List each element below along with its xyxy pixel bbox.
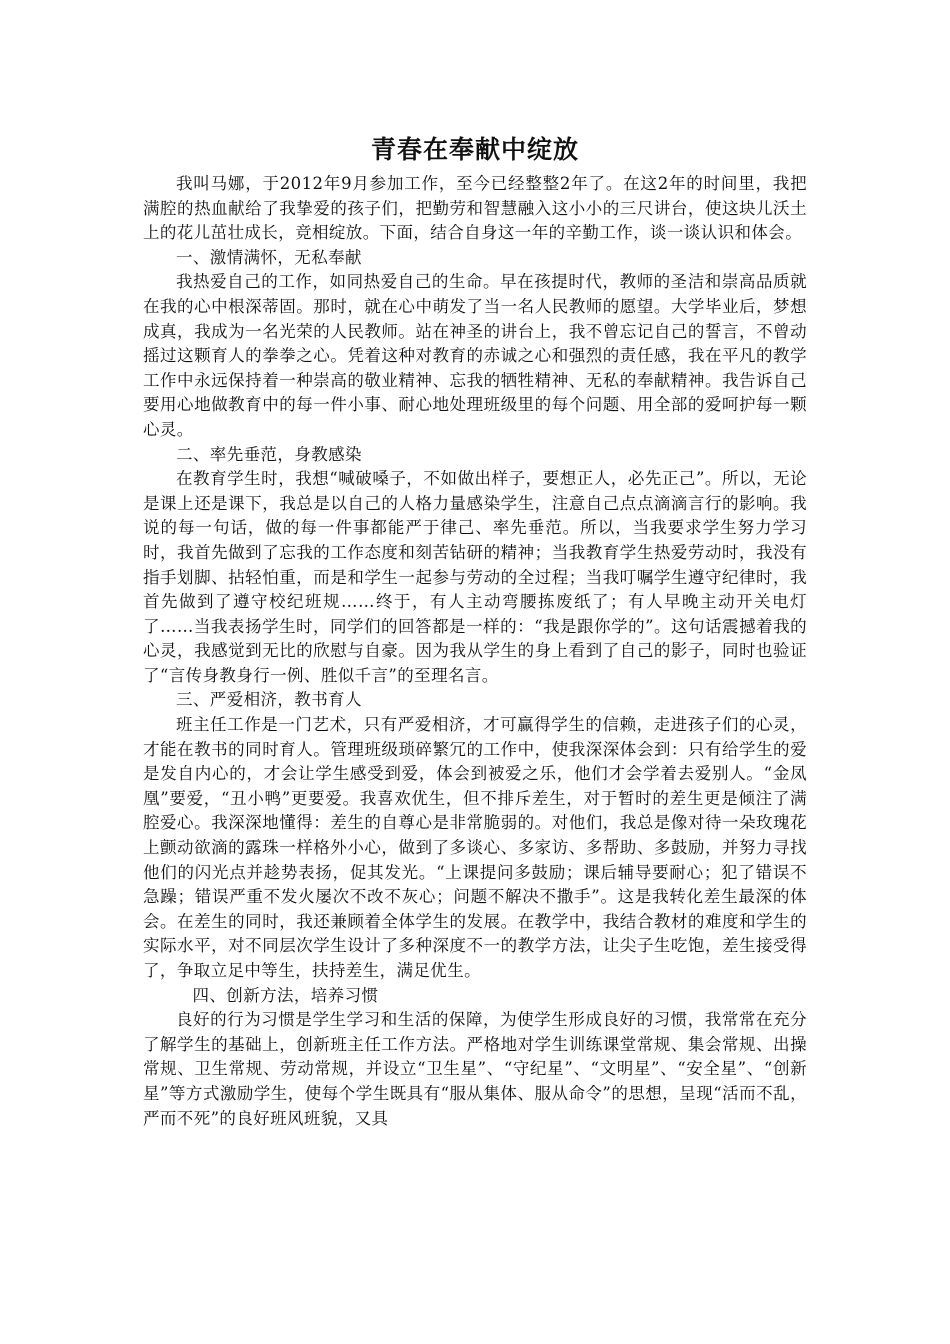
document-title: 青春在奉献中绽放 <box>370 135 579 164</box>
section-body-3: 班主任工作是一门艺术，只有严爱相济，才可赢得学生的信赖，走进孩子们的心灵，才能在教书的同时育人。管理班级琐碎繁冗的工作中，使我深深体会到：只有给学生的爱是发自内心的，才会让学生感受到爱，体会到被爱之乐，他们才会学着去爱别人。“金凤凰”要爱，“丑小鸭”更要爱。我喜欢优生，但不排斥差生，对于暂时的差生更是倾注了满腔爱心。我深深地懂得：差生的自尊心是非常脆弱的。对他们，我总是像对待一朵玫瑰花上颤动欲滴的露珠一样格外小心，做到了多谈心、多家访、多帮助、多鼓励，并努力寻找他们的闪光点并趁势表扬，促其发光。“上课提问多鼓励；课后辅导要耐心；犯了错误不急躁；错误严重不发火屡次不改不灰心；问题不解决不撒手”。这是我转化差生最深的体会。在差生的同时，我还兼顾着全体学生的发展。在教学中，我结合教材的难度和学生的实际水平，对不同层次学生设计了多种深度不一的教学方法，让尖子生吃饱，差生接受得了，争取立足中等生，扶持差生，满足优生。 <box>143 715 807 980</box>
section-heading-1: 一、激情满怀，无私奉献 <box>176 247 362 267</box>
section-heading-3: 三、严爱相济，教书育人 <box>176 690 362 710</box>
intro-paragraph: 我叫马娜，于2012年9月参加工作，至今已经整整2年了。在这2年的时间里，我把满腔的热血献给了我挚爱的孩子们，把勤劳和智慧融入这小小的三尺讲台，使这块儿沃土上的花儿茁壮成长，竞相绽放。下面，结合自身这一年的辛勤工作，谈一谈认识和体会。 <box>143 174 807 243</box>
section-body-4: 良好的行为习惯是学生学习和生活的保障，为使学生形成良好的习惯，我常常在充分了解学生的基础上，创新班主任工作方法。严格地对学生训练课堂常规、集会常规、出操常规、卫生常规、劳动常规，并设立“卫生星”、“守纪星”、“文明星”、“安全星”、“创新星”等方式激励学生，使每个学生既具有“服从集体、服从命令”的思想，呈现“活而不乱，严而不死”的良好班风班貌，又具 <box>143 1010 807 1128</box>
section-heading-2: 二、率先垂范，身教感染 <box>176 444 362 464</box>
section-heading-4: 四、创新方法，培养习惯 <box>192 985 379 1005</box>
document-body <box>143 132 807 1131</box>
section-body-1: 我热爱自己的工作，如同热爱自己的生命。早在孩提时代，教师的圣洁和崇高品质就在我的心中根深蒂固。那时，就在心中萌发了当一名人民教师的愿望。大学毕业后，梦想成真，我成为一名光荣的人民教师。站在神圣的讲台上，我不曾忘记自己的誓言，不曾动摇过这颗育人的拳拳之心。凭着这种对教育的赤诚之心和强烈的责任感，我在平凡的教学工作中永远保持着一种崇高的敬业精神、忘我的牺牲精神、无私的奉献精神。我告诉自己要用心地做教育中的每一件小事、耐心地处理班级里的每个问题、用全部的爱呵护每一颗心灵。 <box>143 272 807 439</box>
section-body-2: 在教育学生时，我想“喊破嗓子，不如做出样子，要想正人，必先正己”。所以，无论是课上还是课下，我总是以自己的人格力量感染学生，注意自己点点滴滴言行的影响。我说的每一句话，做的每一件事都能严于律己、率先垂范。所以，当我要求学生努力学习时，我首先做到了忘我的工作态度和刻苦钻研的精神；当我教育学生热爱劳动时，我没有指手划脚、拈轻怕重，而是和学生一起参与劳动的全过程；当我叮嘱学生遵守纪律时，我首先做到了遵守校纪班规……终于，有人主动弯腰拣废纸了；有人早晚主动开关电灯了……当我表扬学生时，同学们的回答都是一样的：“我是跟你学的”。这句话震撼着我的心灵，我感觉到无比的欣慰与自豪。因为我从学生的身上看到了自己的影子，同时也验证了“言传身教身行一例、胜似千言”的至理名言。 <box>143 469 807 685</box>
